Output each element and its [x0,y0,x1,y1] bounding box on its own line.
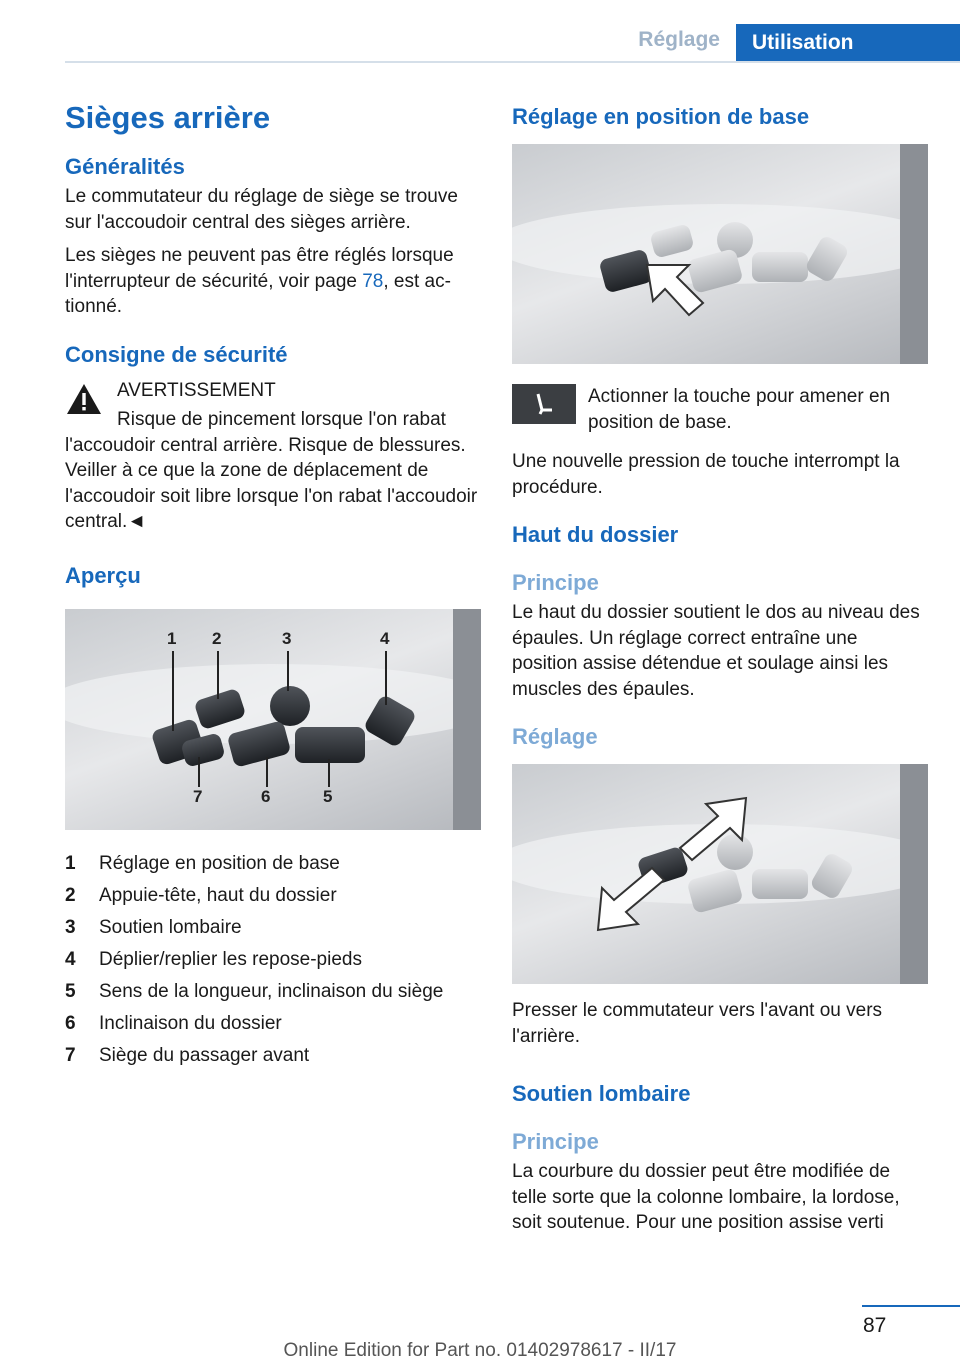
callout-1: 1 [167,628,177,648]
general-paragraph-2 [65,243,481,320]
callout-3: 3 [282,628,292,648]
footer-divider [862,1305,960,1307]
leader-line-2 [217,651,219,699]
button-5-shape [295,727,365,763]
warning-title: AVERTISSEMENT [117,379,276,401]
legend-number: 5 [65,980,76,1002]
leader-line-7 [198,757,200,787]
leader-line-1 [172,651,174,731]
warning-block [65,378,481,535]
seat-switch-overview-image [65,609,481,830]
tab-section[interactable]: Réglage [638,28,720,51]
legend-text: Déplier/replier les repose-pieds [99,948,362,970]
base-position-key-icon [512,384,576,424]
top-backrest-image [512,764,928,984]
legend-text: Sens de la longueur, inclinaison du siège [99,980,444,1002]
top-backrest-heading: Haut du dossier [512,522,679,547]
edition-footer: Online Edition for Part no. 01402978617 - II/17 [283,1340,677,1361]
base-position-image [512,144,928,364]
callout-5: 5 [323,786,333,806]
lumbar-principle-heading: Principe [512,1129,599,1154]
legend-item [65,880,481,912]
base-position-instruction [512,384,928,435]
legend-number: 3 [65,916,76,938]
right-column [512,100,928,1244]
legend-text: Siège du passager avant [99,1044,310,1066]
header-divider [65,61,960,63]
overview-legend [65,848,481,1072]
press-arrow-icon [637,259,707,319]
legend-number: 2 [65,884,76,906]
legend-text: Appuie-tête, haut du dossier [99,884,337,906]
callout-4: 4 [380,628,390,648]
warning-triangle-icon [65,382,103,416]
tab-chapter[interactable]: Utilisation [736,24,960,62]
legend-number: 6 [65,1012,76,1034]
base-position-heading: Réglage en position de base [512,104,810,129]
legend-text: Soutien lombaire [99,916,242,938]
callout-2: 2 [212,628,222,648]
principle-heading: Principe [512,570,599,595]
legend-number: 7 [65,1044,76,1066]
legend-item [65,1008,481,1040]
general-heading: Généralités [65,154,185,179]
safety-heading: Consigne de sécurité [65,341,288,367]
base-position-icon-text: Actionner la touche pour amener en position de base. [588,386,891,433]
general-paragraph-1: Le commutateur du réglage de siège se trouve sur l'accoudoir central des sièges arrière. [65,186,458,233]
leader-line-6 [266,757,268,787]
overview-heading: Aperçu [65,562,141,588]
button-3-shape [270,686,310,726]
warning-text-1: Risque de pincement lorsque l'on rabat [117,409,446,430]
page-title: Sièges arrière [65,100,271,135]
forward-arrow-icon [672,794,752,864]
legend-item [65,1040,481,1072]
legend-item [65,848,481,880]
legend-number: 4 [65,948,76,970]
principle-paragraph: Le haut du dossier soutient le dos au niveau des épaules. Un réglage correct entraîne une position assise détendue et soulage ainsi les muscles des épaules. [512,602,920,700]
leader-line-5 [328,759,330,787]
general-p2-text-a: Les sièges ne peuvent pas être réglés lorsque l'interrupteur de sécurité, voir page [65,245,454,292]
callout-7: 7 [193,786,203,806]
page-number: 87 [863,1314,887,1337]
callout-6: 6 [261,786,271,806]
legend-item [65,976,481,1008]
general-p2-text-b: , est actionné. [65,270,451,317]
legend-item [65,912,481,944]
backward-arrow-icon [592,864,672,934]
legend-number: 1 [65,852,76,874]
leader-line-3 [287,651,289,691]
leader-line-4 [385,651,387,705]
legend-item [65,944,481,976]
left-column [65,100,481,1072]
page-78-link[interactable]: 78 [362,270,384,292]
legend-text: Inclinaison du dossier [99,1012,282,1034]
lumbar-paragraph: La courbure du dossier peut être modifiée de telle sorte que la colonne lombaire, la lordose, soit soutenue. Pour une position assise verti [512,1161,900,1233]
base-position-paragraph: Une nouvelle pression de touche interrompt la procédure. [512,451,900,498]
adjust-paragraph: Presser le commutateur vers l'avant ou vers l'arrière. [512,1000,883,1047]
warning-text-2: l'accoudoir central arrière. Risque de blessures. Veiller à ce que la zone de déplacement de l'accoudoir soit libre lorsque l'on rabat l'accoudoir central.◄ [65,434,478,532]
legend-text: Réglage en position de base [99,852,340,874]
adjust-heading: Réglage [512,724,598,749]
lumbar-heading: Soutien lombaire [512,1081,691,1106]
